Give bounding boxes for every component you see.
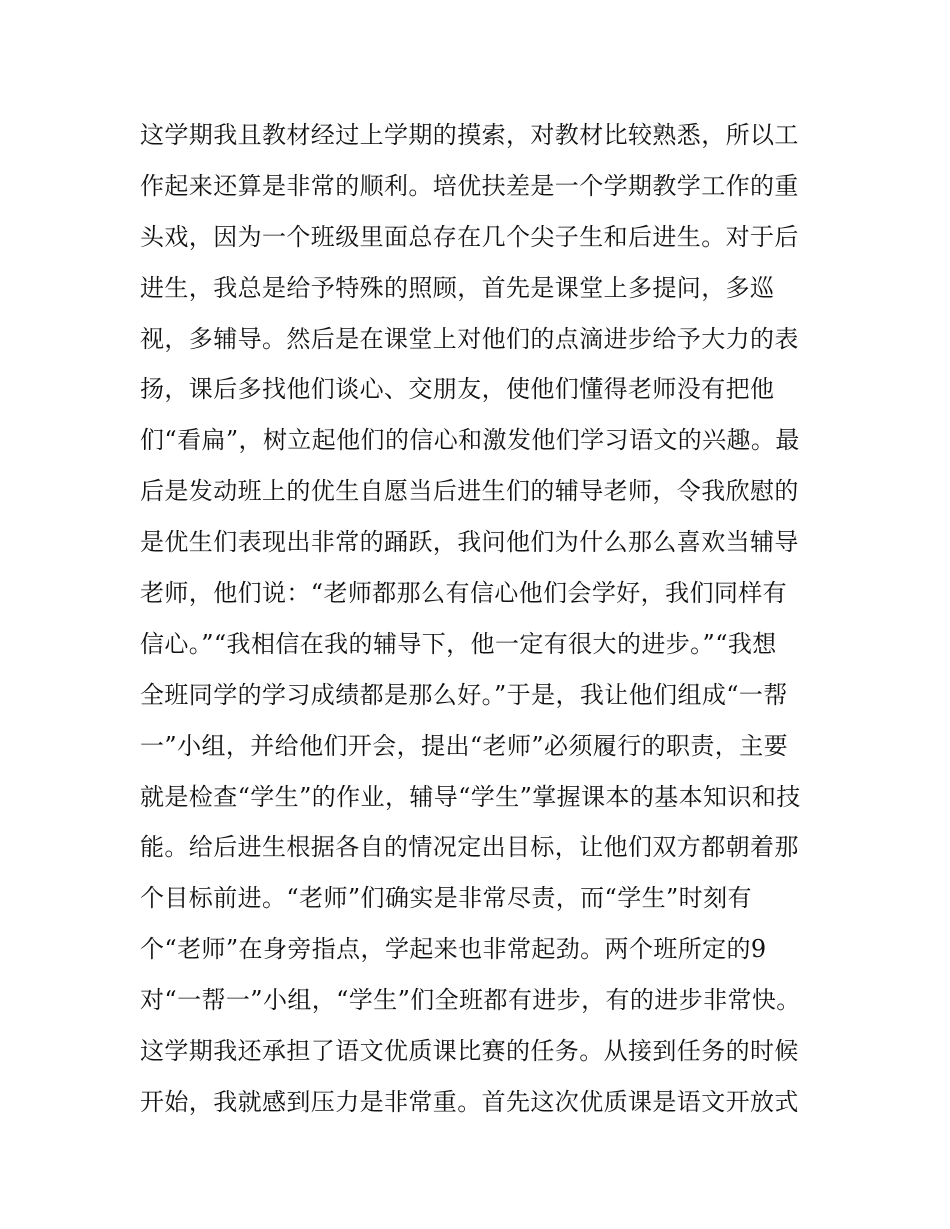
text-line: 个目标前进。“老师”们确实是非常尽责，而“学生”时刻有	[140, 884, 752, 913]
text-line: 进生，我总是给予特殊的照顾，首先是课堂上多提问，多巡	[140, 273, 775, 302]
text-line: 作起来还算是非常的顺利。培优扶差是一个学期教学工作的重	[140, 171, 799, 200]
text-line: 一”小组，并给他们开会，提出“老师”必须履行的职责，主要	[140, 731, 789, 760]
text-line: 全班同学的学习成绩都是那么好。”于是，我让他们组成“一帮	[140, 680, 788, 709]
text-line: 开始，我就感到压力是非常重。首先这次优质课是语文开放式	[140, 1087, 799, 1116]
text-line: 能。给后进生根据各自的情况定出目标，让他们双方都朝着那	[140, 833, 799, 862]
text-line: 们“看扁”，树立起他们的信心和激发他们学习语文的兴趣。最	[140, 426, 800, 455]
text-line: 后是发动班上的优生自愿当后进生们的辅导老师，令我欣慰的	[140, 477, 799, 506]
body-paragraph	[140, 110, 830, 1128]
text-line: 老师，他们说：“老师都那么有信心他们会学好，我们同样有	[140, 579, 788, 608]
text-line: 对“一帮一”小组，“学生”们全班都有进步，有的进步非常快。	[140, 986, 801, 1015]
text-line: 就是检查“学生”的作业，辅导“学生”掌握课本的基本知识和技	[140, 782, 801, 811]
text-line: 信心。”“我相信在我的辅导下，他一定有很大的进步。”“我想	[140, 629, 777, 658]
text-line: 头戏，因为一个班级里面总存在几个尖子生和后进生。对于后	[140, 222, 799, 251]
text-line: 视，多辅导。然后是在课堂上对他们的点滴进步给予大力的表	[140, 324, 799, 353]
text-line: 这学期我且教材经过上学期的摸索，对教材比较熟悉，所以工	[140, 121, 799, 149]
text-line: 是优生们表现出非常的踊跃，我问他们为什么那么喜欢当辅导	[140, 528, 799, 557]
text-line: 这学期我还承担了语文优质课比赛的任务。从接到任务的时候	[140, 1037, 799, 1066]
text-line: 扬，课后多找他们谈心、交朋友，使他们懂得老师没有把他	[140, 375, 775, 404]
text-line: 个“老师”在身旁指点，学起来也非常起劲。两个班所定的9	[140, 935, 767, 964]
